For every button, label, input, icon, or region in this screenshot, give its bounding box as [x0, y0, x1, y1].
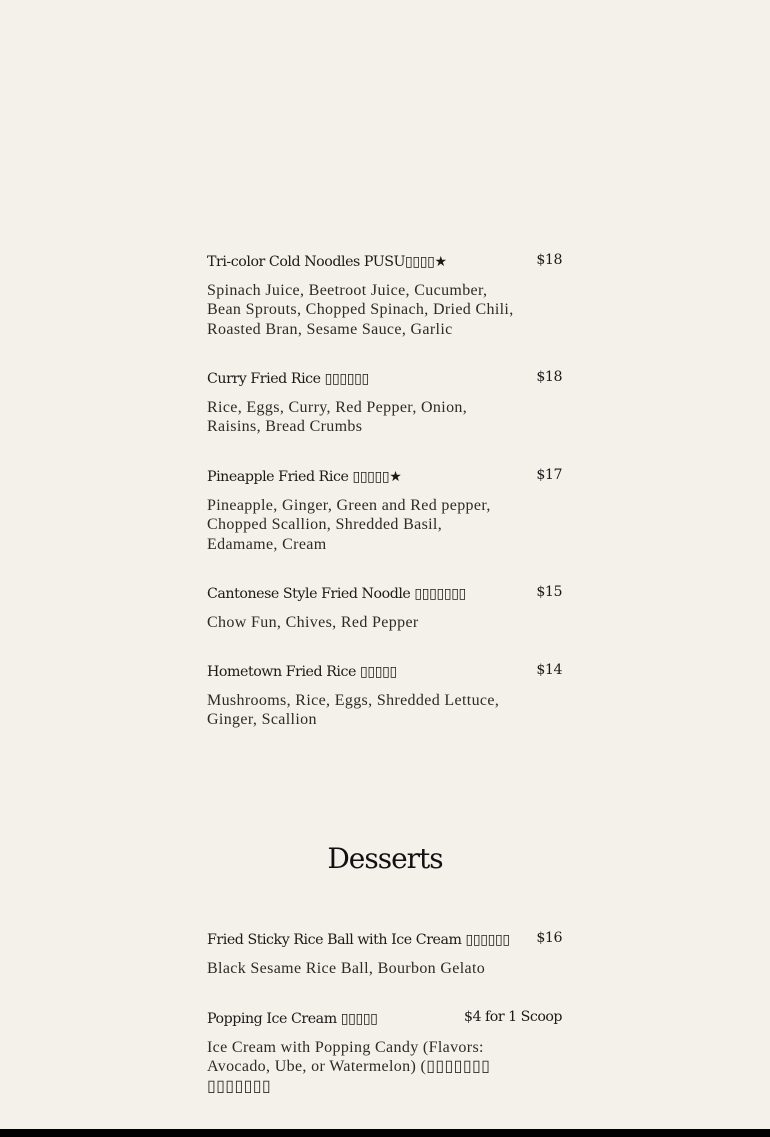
item-header — [207, 254, 562, 276]
item-header — [207, 469, 562, 491]
item-price: $14 — [536, 662, 562, 678]
item-description: Black Sesame Rice Ball, Bourbon Gelato — [207, 960, 486, 977]
item-header — [207, 932, 562, 954]
item-price: $16 — [536, 930, 562, 946]
item-price: $18 — [536, 252, 562, 268]
menu-item-hometown-fried-rice — [207, 664, 562, 730]
item-name: Curry Fried Rice ▯▯▯▯▯▯ — [207, 371, 369, 387]
item-description: Chow Fun, Chives, Red Pepper — [207, 614, 419, 631]
item-name: Hometown Fried Rice ▯▯▯▯▯ — [207, 664, 397, 680]
bottom-bar — [0, 1129, 770, 1137]
menu-item-tri-color-cold-noodles — [207, 254, 562, 339]
item-name: Tri-color Cold Noodles PUSU▯▯▯▯★ — [207, 254, 447, 270]
item-description: Ice Cream with Popping Candy (Flavors: Avocado, Ube, or Watermelon) (▯▯▯▯▯▯▯ ▯▯▯▯▯▯▯ — [207, 1039, 491, 1095]
menu-item-fried-sticky-rice-ball — [207, 932, 562, 978]
menu-item-popping-ice-cream — [207, 1011, 562, 1096]
menu-item-cantonese-fried-noodle — [207, 586, 562, 632]
item-price: $18 — [536, 369, 562, 385]
item-price: $17 — [536, 467, 562, 483]
item-price: $4 for 1 Scoop — [463, 1009, 562, 1025]
item-header — [207, 1011, 562, 1033]
item-price: $15 — [536, 584, 562, 600]
item-name: Cantonese Style Fried Noodle ▯▯▯▯▯▯▯ — [207, 586, 466, 602]
item-description: Mushrooms, Rice, Eggs, Shredded Lettuce, Ginger, Scallion — [207, 692, 500, 729]
item-name: Popping Ice Cream ▯▯▯▯▯ — [207, 1011, 378, 1027]
item-description: Pineapple, Ginger, Green and Red pepper, Chopped Scallion, Shredded Basil, Edamame, Cream — [207, 497, 491, 553]
item-header — [207, 371, 562, 393]
item-header — [207, 586, 562, 608]
item-description: Rice, Eggs, Curry, Red Pepper, Onion, Raisins, Bread Crumbs — [207, 399, 468, 436]
menu-item-curry-fried-rice — [207, 371, 562, 437]
menu-item-pineapple-fried-rice — [207, 469, 562, 554]
item-name: Pineapple Fried Rice ▯▯▯▯▯★ — [207, 469, 402, 485]
section-title-desserts: Desserts — [327, 842, 443, 875]
item-header — [207, 664, 562, 686]
item-description: Spinach Juice, Beetroot Juice, Cucumber, Bean Sprouts, Chopped Spinach, Dried Chili, Roasted Bran, Sesame Sauce, Garlic — [207, 282, 514, 338]
item-name: Fried Sticky Rice Ball with Ice Cream ▯▯▯▯▯▯ — [207, 932, 510, 948]
